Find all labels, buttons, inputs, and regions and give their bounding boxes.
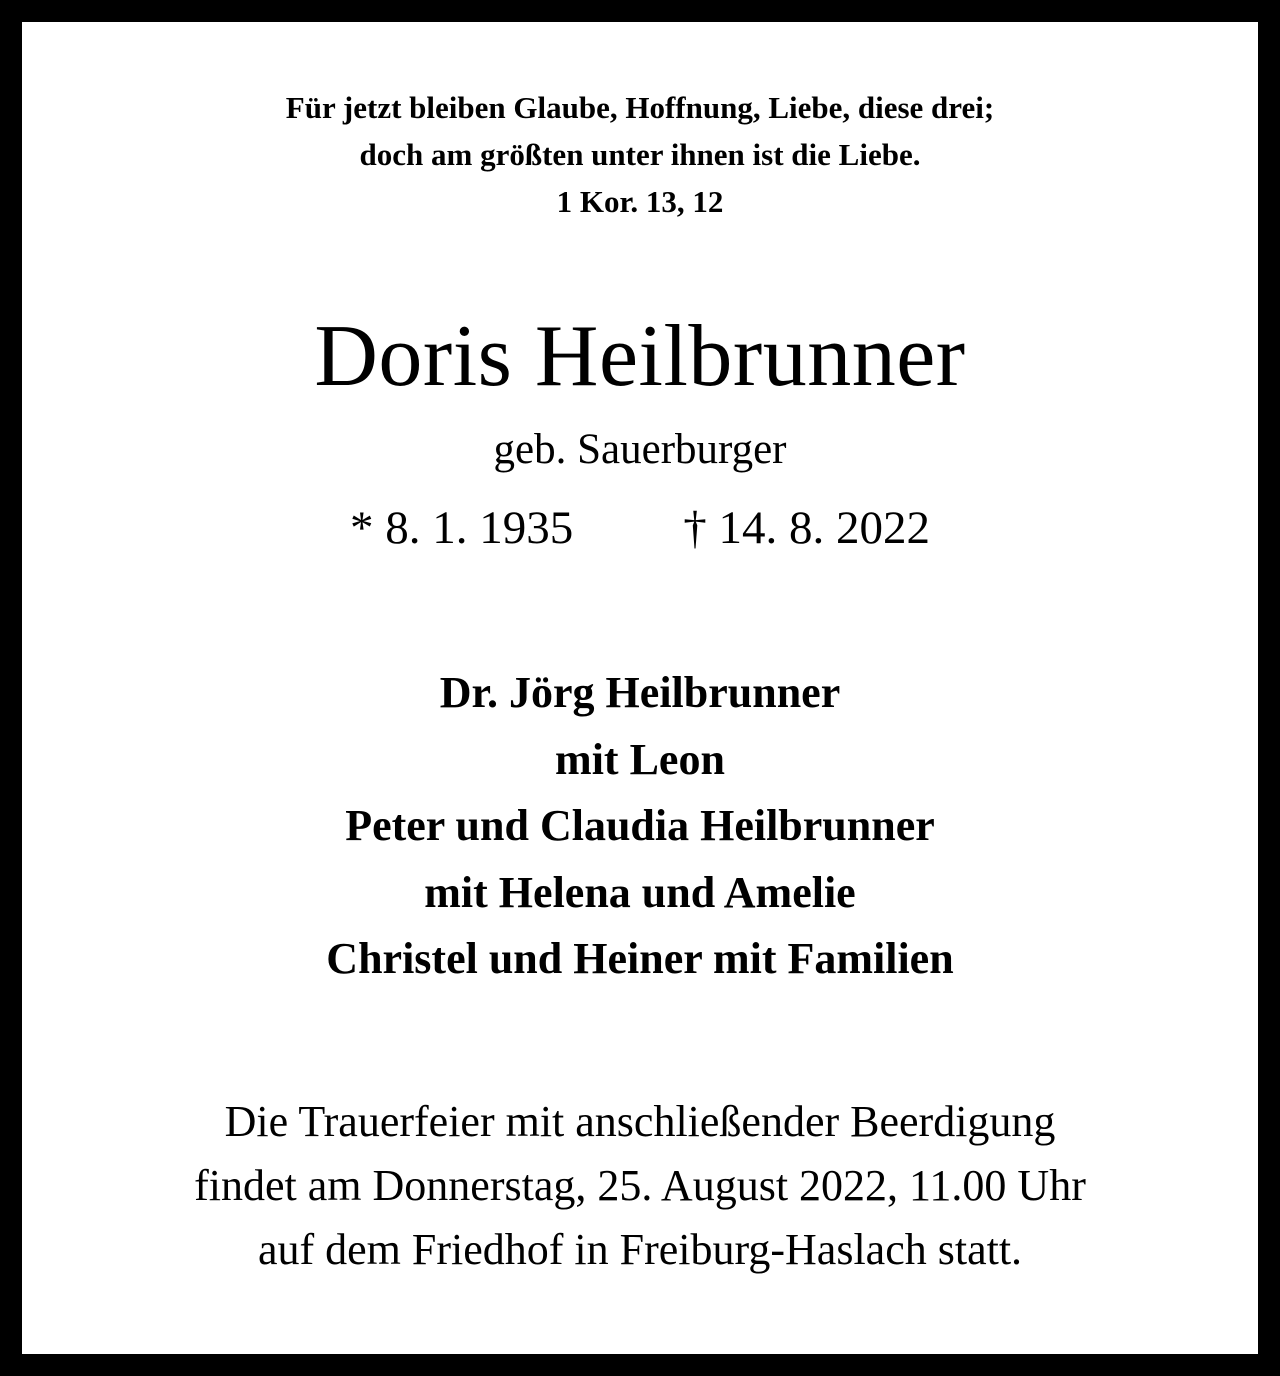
deceased-name: Doris Heilbrunner (314, 308, 966, 405)
mourner-line: Peter und Claudia Heilbrunner (345, 801, 935, 850)
verse-line-1: Für jetzt bleiben Glaube, Hoffnung, Liebe, diese drei; (285, 90, 995, 125)
verse-line-2: doch am größten unter ihnen ist die Liebe. (359, 137, 921, 172)
service-line-2: findet am Donnerstag, 25. August 2022, 11.00 Uhr (194, 1161, 1086, 1210)
maiden-name: geb. Sauerburger (493, 426, 787, 473)
birth-date: * 8. 1. 1935 (350, 502, 574, 554)
verse-reference: 1 Kor. 13, 12 (556, 184, 724, 219)
mourner-line: mit Helena und Amelie (424, 867, 856, 917)
service-line-1: Die Trauerfeier mit anschließender Beerdigung (224, 1097, 1056, 1146)
mourner-line: Dr. Jörg Heilbrunner (439, 668, 841, 717)
mourner-line: mit Leon (555, 734, 725, 784)
death-date: † 14. 8. 2022 (683, 502, 930, 554)
bible-verse (22, 84, 1258, 225)
service-line-3: auf dem Friedhof in Freiburg-Haslach statt. (257, 1225, 1023, 1274)
mourners-list (22, 660, 1258, 993)
life-dates (22, 498, 1258, 558)
mourner-line: Christel und Heiner mit Familien (326, 934, 954, 983)
funeral-service-notice (22, 1090, 1258, 1282)
